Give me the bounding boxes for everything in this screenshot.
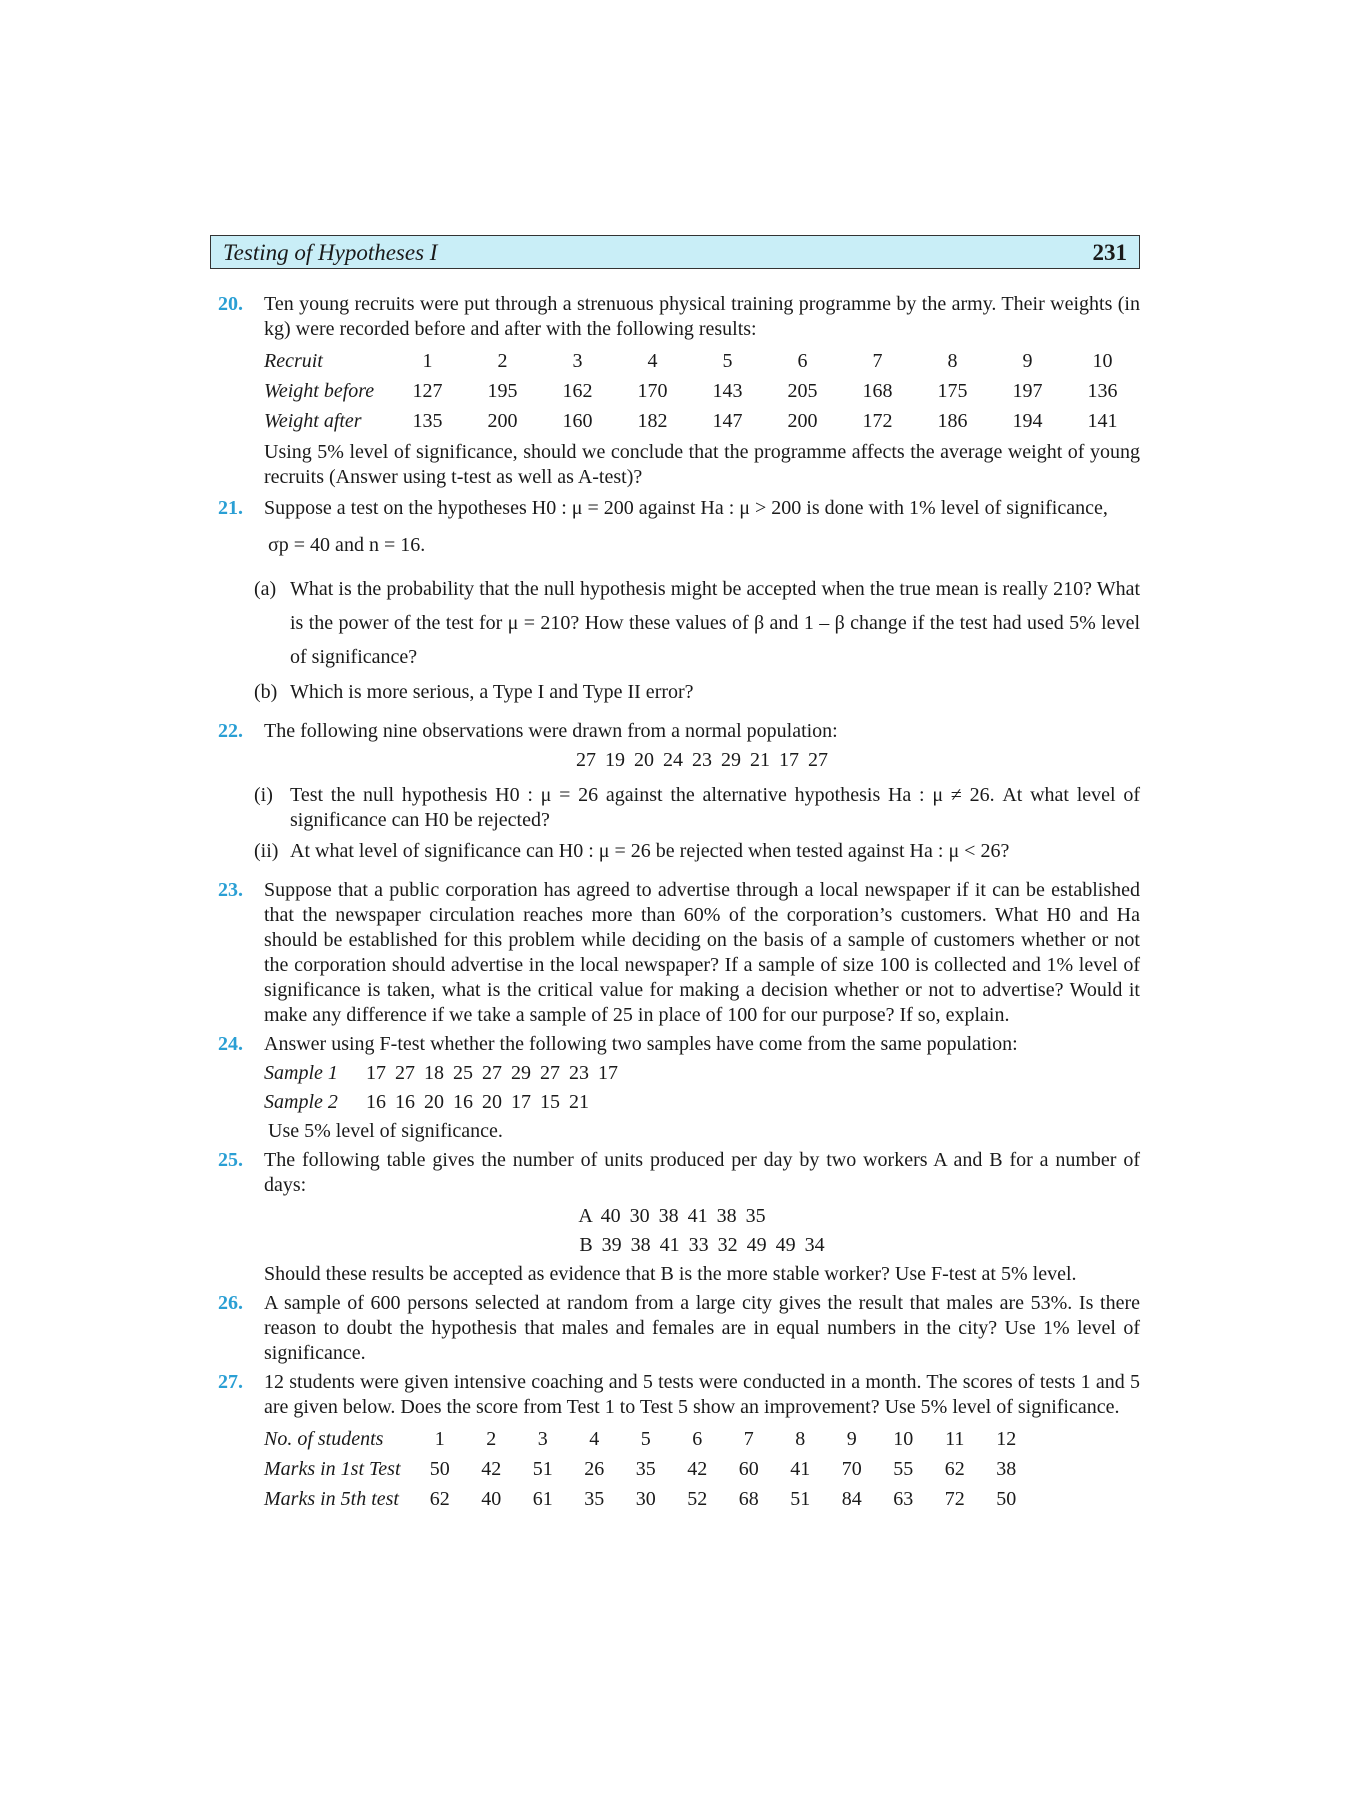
row-label: Recruit <box>264 349 323 372</box>
table-cell: 61 <box>532 1487 553 1510</box>
row-label: Weight before <box>264 379 375 402</box>
table-cell: 7 <box>743 1427 754 1450</box>
problem-text: 12 students were given intensive coaching and 5 tests were conducted in a month. The scores of tests 1 and 5 are given below. Does the score from Test 1 to Test 5 show an improvement? Use 5% level of significance. <box>264 1371 1140 1418</box>
table-cell: 9 <box>846 1427 857 1450</box>
table-cell: 1 <box>434 1427 445 1450</box>
table-cell: 41 <box>790 1457 811 1480</box>
table-cell: 172 <box>862 409 893 432</box>
problem-condition: σp = 40 and n = 16. <box>268 534 426 556</box>
table-cell: 147 <box>712 409 743 432</box>
table-cell: 4 <box>589 1427 600 1450</box>
table-cell: 51 <box>532 1457 553 1480</box>
table-cell: 205 <box>787 379 818 402</box>
table-cell: 197 <box>1012 379 1043 402</box>
table-cell: 9 <box>1022 349 1033 372</box>
table-cell: 182 <box>637 409 668 432</box>
table-cell: 70 <box>841 1457 862 1480</box>
table-cell: 42 <box>687 1457 708 1480</box>
subpart-text: What is the probability that the null hypothesis might be accepted when the true mean is really 210? What is the power of the test for μ = 210? How these values of β and 1 – β change if the test had used 5% level of significance? <box>290 578 1140 668</box>
table-cell: 5 <box>722 349 733 372</box>
table-cell: 55 <box>893 1457 914 1480</box>
subpart-text: At what level of significance can H0 : μ = 26 be rejected when tested against Ha : μ < 26? <box>290 840 1010 862</box>
problem-question: Using 5% level of significance, should we conclude that the programme affects the average weight of young recruits (Answer using t-test as well as A-test)? <box>264 441 1140 488</box>
table-cell: 35 <box>635 1457 656 1480</box>
table-row <box>264 376 1140 406</box>
subpart-label: (b) <box>254 681 278 703</box>
table-cell: 40 <box>481 1487 502 1510</box>
student-marks-table <box>264 1424 1032 1514</box>
problem-number: 22. <box>218 720 243 742</box>
table-cell: 38 <box>996 1457 1017 1480</box>
table-cell: 135 <box>412 409 443 432</box>
problem-text: The following table gives the number of units produced per day by two workers A and B for a number of days: <box>264 1149 1140 1196</box>
table-cell: 52 <box>687 1487 708 1510</box>
table-cell: 3 <box>537 1427 548 1450</box>
table-cell: 1 <box>422 349 433 372</box>
table-row <box>264 346 1140 376</box>
problem-text: The following nine observations were drawn from a normal population: <box>264 720 838 742</box>
table-cell: 194 <box>1012 409 1043 432</box>
table-cell: 4 <box>647 349 658 372</box>
subpart-b <box>254 680 1140 705</box>
chapter-title: Testing of Hypotheses I <box>223 240 438 265</box>
row-label: Marks in 5th test <box>264 1487 399 1510</box>
sample-label: Sample 1 <box>264 1062 338 1084</box>
problem-23 <box>218 878 1140 1028</box>
row-label: Marks in 1st Test <box>264 1457 401 1480</box>
problem-24 <box>218 1032 1140 1144</box>
problem-text: Suppose a test on the hypotheses H0 : μ = 200 against Ha : μ > 200 is done with 1% level of significance, <box>264 497 1108 519</box>
problem-question: Should these results be accepted as evidence that B is the more stable worker? Use F-test at 5% level. <box>264 1263 1077 1285</box>
table-cell: 12 <box>996 1427 1017 1450</box>
table-cell: 127 <box>412 379 443 402</box>
table-cell: 160 <box>562 409 593 432</box>
table-cell: 200 <box>787 409 818 432</box>
problem-number: 21. <box>218 497 243 519</box>
table-cell: 60 <box>738 1457 759 1480</box>
recruit-weight-table <box>264 346 1140 436</box>
problem-number: 26. <box>218 1292 243 1314</box>
problem-number: 24. <box>218 1033 243 1055</box>
page-number: 231 <box>1092 240 1127 265</box>
problem-22 <box>218 719 1140 864</box>
problem-text: Suppose that a public corporation has agreed to advertise through a local newspaper if it can be established that the newspaper circulation reaches more than 60% of the corporation’s customers. What H0 and Ha should be established for this problem while deciding on the basis of a sample of customers whether or not the corporation should advertise in the local newspaper? If a sample of size 100 is collected and 1% level of significance is taken, what is the critical value for making a decision whether or not to advertise? Would it make any difference if we take a sample of 25 in place of 100 for our purpose? If so, explain. <box>264 879 1140 1026</box>
subpart-ii <box>254 839 1140 864</box>
table-cell: 162 <box>562 379 593 402</box>
sample-1-row <box>264 1061 1140 1086</box>
table-cell: 175 <box>937 379 968 402</box>
problem-20 <box>218 292 1140 490</box>
table-cell: 26 <box>584 1457 605 1480</box>
table-cell: 10 <box>893 1427 914 1450</box>
row-label: Weight after <box>264 409 362 432</box>
subpart-label: (a) <box>254 578 277 600</box>
table-cell: 200 <box>487 409 518 432</box>
problem-27 <box>218 1370 1140 1514</box>
table-cell: 5 <box>640 1427 651 1450</box>
problem-number: 23. <box>218 879 243 901</box>
subpart-text: Test the null hypothesis H0 : μ = 26 against the alternative hypothesis Ha : μ ≠ 26. At what level of significance can H0 be rejected? <box>290 784 1140 831</box>
sample-values: 16 16 20 16 20 17 15 21 <box>366 1091 589 1113</box>
table-cell: 136 <box>1087 379 1118 402</box>
table-cell: 68 <box>738 1487 759 1510</box>
table-cell: 72 <box>944 1487 965 1510</box>
table-cell: 141 <box>1087 409 1118 432</box>
problem-text: A sample of 600 persons selected at random from a large city gives the result that males are 53%. Is there reason to doubt the hypothesis that males and females are in equal numbers in the city? Use 1% level of significance. <box>264 1292 1140 1364</box>
problem-number: 20. <box>218 293 243 315</box>
problem-number: 25. <box>218 1149 243 1171</box>
subpart-text: Which is more serious, a Type I and Type II error? <box>290 681 694 703</box>
table-row <box>264 1424 1032 1454</box>
sample-values: 17 27 18 25 27 29 27 23 17 <box>366 1062 618 1084</box>
table-cell: 35 <box>584 1487 605 1510</box>
problem-21 <box>218 496 1140 705</box>
table-cell: 170 <box>637 379 668 402</box>
table-cell: 8 <box>947 349 958 372</box>
exercise-list <box>218 292 1140 1518</box>
table-cell: 186 <box>937 409 968 432</box>
problem-number: 27. <box>218 1371 243 1393</box>
table-cell: 2 <box>497 349 508 372</box>
table-row <box>264 1454 1032 1484</box>
problem-note: Use 5% level of significance. <box>268 1120 503 1142</box>
table-cell: 143 <box>712 379 743 402</box>
table-cell: 7 <box>872 349 883 372</box>
table-cell: 6 <box>797 349 808 372</box>
sample-label: Sample 2 <box>264 1091 338 1113</box>
table-cell: 168 <box>862 379 893 402</box>
problem-text: Ten young recruits were put through a strenuous physical training programme by the army. Their weights (in kg) were recorded before and after with the following results: <box>264 293 1140 340</box>
table-cell: 42 <box>481 1457 502 1480</box>
table-cell: 62 <box>429 1487 450 1510</box>
table-cell: 2 <box>486 1427 497 1450</box>
table-cell: 195 <box>487 379 518 402</box>
table-cell: 10 <box>1092 349 1113 372</box>
table-cell: 6 <box>692 1427 703 1450</box>
problem-26 <box>218 1291 1140 1366</box>
table-row <box>264 406 1140 436</box>
table-cell: 3 <box>572 349 583 372</box>
observation-list: 27 19 20 24 23 29 21 17 27 <box>576 749 828 771</box>
page-header <box>210 235 1140 269</box>
table-row <box>264 1484 1032 1514</box>
table-cell: 51 <box>790 1487 811 1510</box>
problem-25 <box>218 1148 1140 1287</box>
problem-text: Answer using F-test whether the following two samples have come from the same population: <box>264 1033 1018 1055</box>
row-label: No. of students <box>264 1427 384 1450</box>
sample-2-row <box>264 1090 1140 1115</box>
subpart-label: (i) <box>254 784 273 806</box>
table-cell: 63 <box>893 1487 914 1510</box>
table-cell: 11 <box>945 1427 965 1450</box>
table-cell: 84 <box>841 1487 862 1510</box>
subpart-a <box>254 572 1140 674</box>
table-cell: 50 <box>429 1457 450 1480</box>
subpart-label: (ii) <box>254 840 279 862</box>
table-cell: 8 <box>795 1427 806 1450</box>
table-cell: 50 <box>996 1487 1017 1510</box>
table-cell: 30 <box>635 1487 656 1510</box>
worker-b-row: B 39 38 41 33 32 49 49 34 <box>579 1234 825 1256</box>
worker-a-row: A 40 30 38 41 38 35 <box>578 1205 766 1227</box>
subpart-i <box>254 783 1140 833</box>
table-cell: 62 <box>944 1457 965 1480</box>
